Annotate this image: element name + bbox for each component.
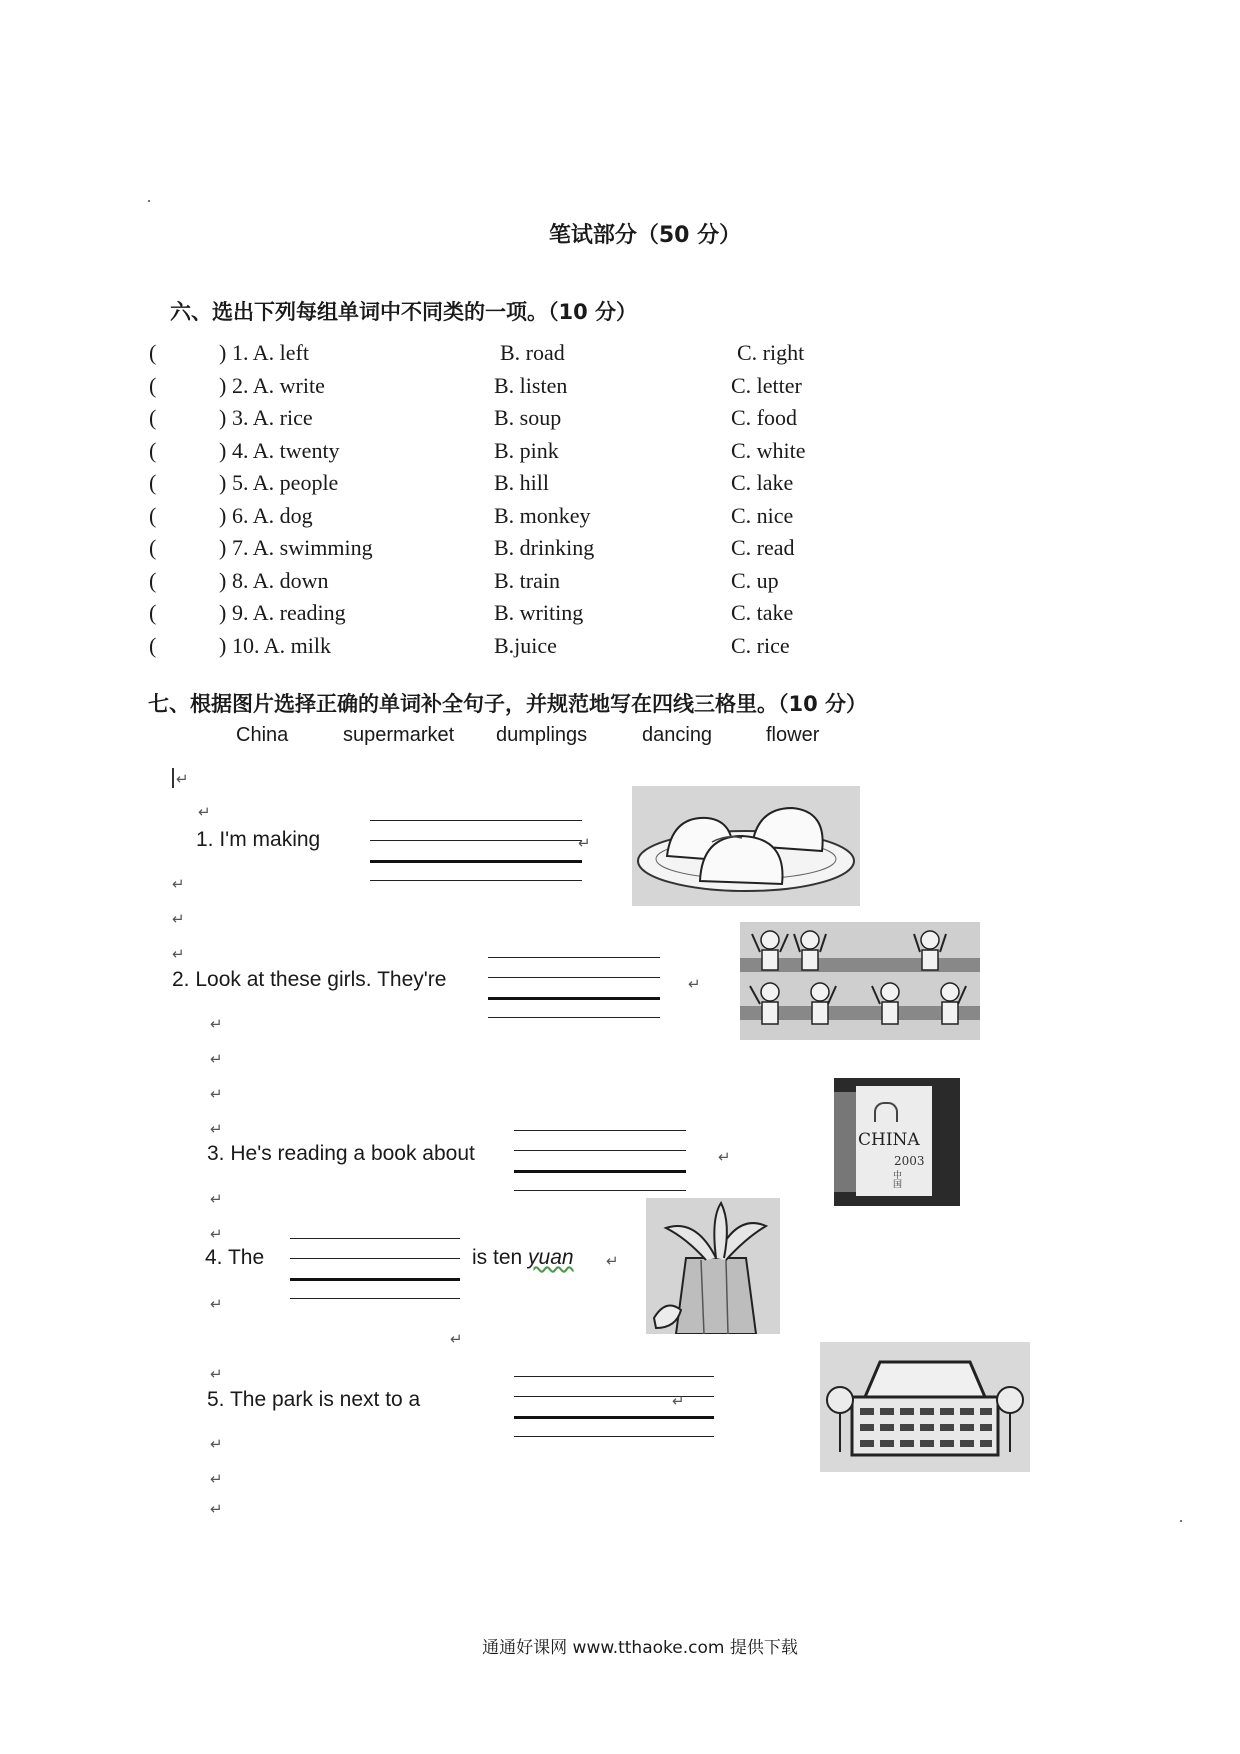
return-mark: ↵ [578, 834, 591, 852]
return-mark: ↵ [672, 1392, 685, 1410]
option-a: 7. A. swimming [232, 535, 373, 560]
answer-open-paren[interactable]: ( [149, 503, 157, 528]
question-row [0, 568, 1240, 598]
option-b: B.juice [494, 633, 557, 658]
question-4-yuan: yuan [528, 1246, 574, 1269]
option-b: B. road [500, 340, 565, 365]
return-mark: ↵ [172, 875, 185, 893]
option-c: C. right [737, 340, 805, 365]
option-b: B. drinking [494, 535, 595, 560]
return-mark: ↵ [210, 1435, 223, 1453]
page-title: 笔试部分（50 分） [548, 223, 742, 248]
china-sign-cn: 中国 [891, 1170, 901, 1188]
question-row [0, 535, 1240, 565]
word-bank-item: dumplings [496, 724, 588, 746]
option-a: 6. A. dog [232, 503, 313, 528]
question-5-text: 5. The park is next to a [207, 1388, 421, 1411]
question-row [0, 438, 1240, 468]
word-bank-item: dancing [642, 724, 713, 746]
question-2-text: 2. Look at these girls. They're [172, 968, 447, 991]
answer-close-paren: ) [219, 503, 227, 528]
question-1-text: 1. I'm making [196, 828, 321, 851]
question-4-text-mid [472, 1246, 574, 1270]
option-b: B. train [494, 568, 560, 593]
answer-open-paren[interactable]: ( [149, 600, 157, 625]
answer-close-paren: ) [219, 600, 227, 625]
option-a: 4. A. twenty [232, 438, 340, 463]
option-c: C. nice [731, 503, 794, 528]
word-bank-item: supermarket [343, 724, 455, 746]
scan-speck [1180, 1520, 1182, 1522]
option-c: C. rice [731, 633, 790, 658]
option-a: 10. A. milk [232, 633, 332, 658]
return-mark: ↵ [210, 1295, 223, 1313]
return-mark: ↵ [172, 945, 185, 963]
answer-close-paren: ) [219, 373, 227, 398]
question-4-is-ten: is ten [472, 1246, 523, 1269]
section-7-heading: 七、根据图片选择正确的单词补全句子，并规范地写在四线三格里。（10 分） [148, 692, 868, 716]
four-line-grid-4[interactable] [290, 1238, 460, 1302]
supermarket-image [820, 1342, 1030, 1472]
four-line-grid-2[interactable] [488, 957, 660, 1021]
question-row [0, 340, 1240, 370]
return-mark: ↵ [210, 1365, 223, 1383]
answer-open-paren[interactable]: ( [149, 438, 157, 463]
answer-close-paren: ) [219, 633, 227, 658]
answer-open-paren[interactable]: ( [149, 633, 157, 658]
option-c: C. read [731, 535, 795, 560]
flower-image [646, 1198, 780, 1334]
china-book-image [834, 1078, 960, 1206]
answer-open-paren[interactable]: ( [149, 470, 157, 495]
option-a: 2. A. write [232, 373, 325, 398]
answer-close-paren: ) [219, 340, 227, 365]
answer-close-paren: ) [219, 405, 227, 430]
return-mark: ↵ [606, 1252, 619, 1270]
option-c: C. white [731, 438, 806, 463]
four-line-grid-3[interactable] [514, 1130, 686, 1194]
return-mark: ↵ [172, 910, 185, 928]
return-mark: ↵ [688, 975, 701, 993]
word-bank [0, 724, 1240, 752]
option-c: C. letter [731, 373, 802, 398]
return-mark: ↵ [176, 770, 189, 788]
option-c: C. food [731, 405, 797, 430]
return-mark: ↵ [210, 1050, 223, 1068]
answer-open-paren[interactable]: ( [149, 373, 157, 398]
answer-close-paren: ) [219, 535, 227, 560]
text-cursor [172, 768, 174, 788]
return-mark: ↵ [450, 1330, 463, 1348]
question-row [0, 503, 1240, 533]
question-3-text: 3. He's reading a book about [207, 1142, 475, 1165]
return-mark: ↵ [198, 803, 211, 821]
option-a: 9. A. reading [232, 600, 346, 625]
word-bank-item: China [236, 724, 289, 746]
question-row [0, 633, 1240, 663]
option-b: B. hill [494, 470, 550, 495]
option-b: B. soup [494, 405, 562, 430]
question-4-text-start: 4. The [205, 1246, 265, 1269]
question-row [0, 405, 1240, 435]
option-a: 3. A. rice [232, 405, 313, 430]
dancing-girls-image [740, 922, 980, 1040]
scan-speck [148, 200, 150, 202]
answer-open-paren[interactable]: ( [149, 405, 157, 430]
return-mark: ↵ [210, 1470, 223, 1488]
return-mark: ↵ [210, 1500, 223, 1518]
dumplings-image [632, 786, 860, 906]
option-b: B. monkey [494, 503, 591, 528]
china-sign-year: 2003 [894, 1154, 925, 1168]
return-mark: ↵ [210, 1190, 223, 1208]
option-c: C. lake [731, 470, 794, 495]
option-a: 5. A. people [232, 470, 339, 495]
question-row [0, 373, 1240, 403]
return-mark: ↵ [718, 1148, 731, 1166]
return-mark: ↵ [210, 1120, 223, 1138]
option-c: C. take [731, 600, 794, 625]
answer-open-paren[interactable]: ( [149, 340, 157, 365]
word-bank-item: flower [766, 724, 820, 746]
return-mark: ↵ [210, 1015, 223, 1033]
section-6-heading: 六、选出下列每组单词中不同类的一项。（10 分） [170, 300, 638, 324]
answer-open-paren[interactable]: ( [149, 535, 157, 560]
four-line-grid-1[interactable] [370, 820, 582, 884]
question-row [0, 600, 1240, 630]
option-b: B. listen [494, 373, 568, 398]
china-sign-text: CHINA [858, 1130, 920, 1150]
answer-open-paren[interactable]: ( [149, 568, 157, 593]
answer-close-paren: ) [219, 438, 227, 463]
return-mark: ↵ [210, 1225, 223, 1243]
option-c: C. up [731, 568, 779, 593]
answer-close-paren: ) [219, 470, 227, 495]
return-mark: ↵ [210, 1085, 223, 1103]
question-row [0, 470, 1240, 500]
footer-credit: 通通好课网 www.tthaoke.com 提供下载 [482, 1638, 798, 1658]
option-b: B. writing [494, 600, 584, 625]
option-a: 1. A. left [232, 340, 309, 365]
answer-close-paren: ) [219, 568, 227, 593]
option-b: B. pink [494, 438, 559, 463]
option-a: 8. A. down [232, 568, 329, 593]
